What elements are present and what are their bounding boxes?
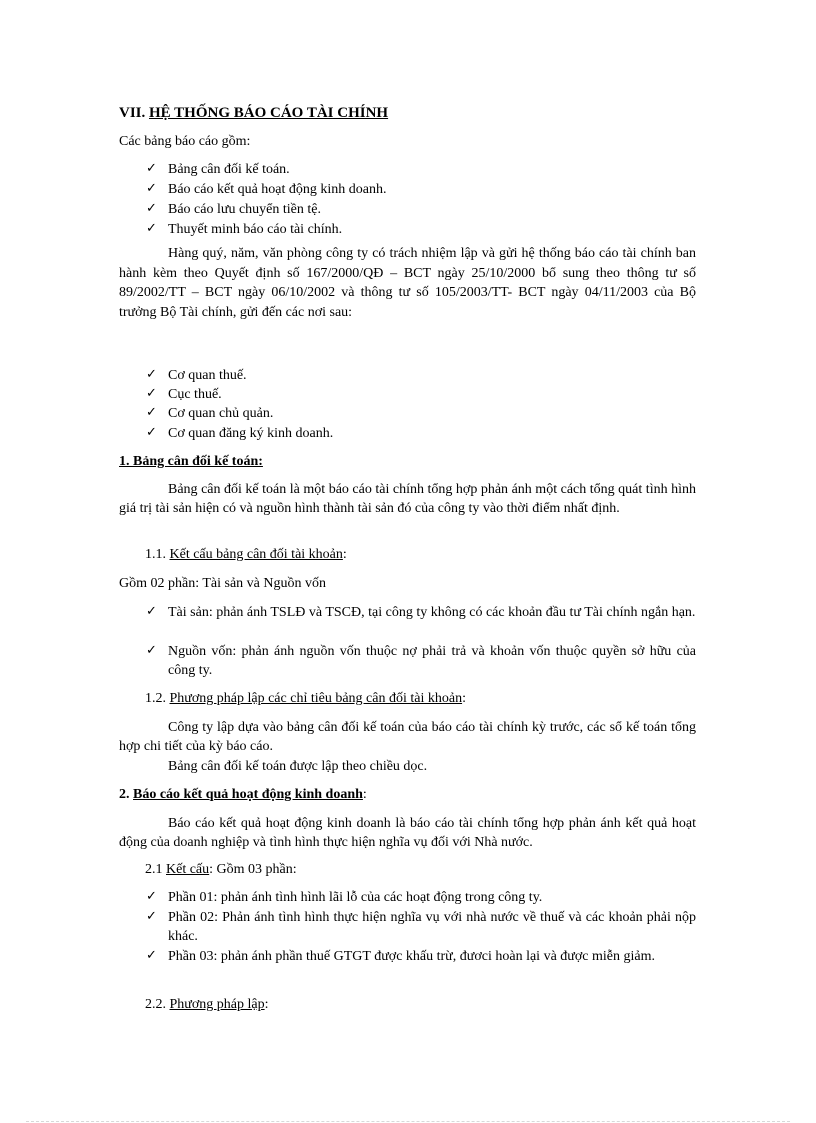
section-number: VII.	[119, 105, 150, 121]
report-item: Bảng cân đối kế toán.	[168, 162, 290, 177]
method-paragraph: Công ty lập dựa vào bảng cân đối kế toán của báo cáo tài chính kỳ trước, các sổ kế toán tổng hợp chi tiết của kỳ báo cáo.	[119, 720, 696, 754]
recipient-item: Cơ quan thuế.	[168, 368, 247, 383]
check-icon: ✓	[146, 367, 157, 382]
subheading-2-2: 2.2. Phương pháp lập:	[145, 997, 269, 1012]
check-icon: ✓	[146, 643, 157, 658]
report-item: Thuyết minh báo cáo tài chính.	[168, 222, 343, 237]
heading-income-statement: 2. Báo cáo kết quả hoạt động kinh doanh:	[119, 787, 367, 802]
check-icon: ✓	[146, 386, 157, 401]
section-title: HỆ THỐNG BÁO CÁO TÀI CHÍNH	[149, 105, 389, 121]
part-item: Phần 03: phản ánh phần thuế GTGT được khấu trừ, đươci hoàn lại và được miễn giảm.	[168, 949, 655, 964]
recipient-item: Cơ quan chủ quản.	[168, 406, 274, 421]
structure-item: Nguồn vốn: phản ánh nguồn vốn thuộc nợ phải trả và khoản vốn thuộc quyền sở hữu của công ty.	[168, 644, 696, 678]
heading-balance-sheet: 1. Bảng cân đối kế toán:	[119, 454, 263, 469]
subheading-1-2: 1.2. Phương pháp lập các chỉ tiêu bảng cân đối tài khoản:	[145, 691, 466, 706]
recipient-item: Cơ quan đăng ký kinh doanh.	[168, 426, 334, 441]
check-icon: ✓	[146, 181, 157, 196]
check-icon: ✓	[146, 909, 157, 924]
method-line: Bảng cân đối kế toán được lập theo chiều dọc.	[168, 759, 428, 774]
check-icon: ✓	[146, 948, 157, 963]
report-item: Báo cáo kết quả hoạt động kinh doanh.	[168, 182, 387, 197]
balance-sheet-paragraph: Bảng cân đối kế toán là một báo cáo tài chính tổng hợp phản ánh một cách tổng quát tình hình giá trị tài sản hiện có và nguồn hình thành tài sản đó của công ty vào thời điểm nhất định.	[119, 482, 696, 516]
recipient-item: Cục thuế.	[168, 387, 222, 402]
subheading-1-1: 1.1. Kết cấu bảng cân đối tài khoản:	[145, 547, 347, 562]
check-icon: ✓	[146, 425, 157, 440]
parts-text: Gồm 02 phần: Tài sản và Nguồn vốn	[119, 576, 326, 591]
income-statement-paragraph: Báo cáo kết quả hoạt động kinh doanh là báo cáo tài chính tổng hợp phản ánh kết quả hoạt động của doanh nghiệp và tình hình thực hiện nghĩa vụ đối với Nhà nước.	[119, 816, 696, 850]
check-icon: ✓	[146, 221, 157, 236]
check-icon: ✓	[146, 604, 157, 619]
submission-paragraph: Hàng quý, năm, văn phòng công ty có trách nhiệm lập và gửi hệ thống báo cáo tài chính ban hành kèm theo Quyết định số 167/2000/QĐ – BCT ngày 25/10/2000 bổ sung theo thông tư số 89/2002/TT – BCT ngày 06/10/2002 và thông tư số 105/2003/TT- BCT ngày 04/11/2003 của Bộ trưởng Bộ Tài chính, gửi đến các nơi sau:	[119, 246, 696, 320]
intro-text: Các bảng báo cáo gồm:	[119, 134, 251, 149]
part-item: Phần 01: phản ánh tình hình lãi lỗ của các hoạt động trong công ty.	[168, 890, 543, 905]
page-bottom-divider	[26, 1121, 790, 1122]
subheading-2-1: 2.1 Kết cấu: Gồm 03 phần:	[145, 862, 297, 877]
section-heading	[119, 104, 388, 122]
part-item: Phần 02: Phản ánh tình hình thực hiện nghĩa vụ với nhà nước về thuế và các khoản phải nộp khác.	[168, 910, 696, 944]
report-item: Báo cáo lưu chuyển tiền tệ.	[168, 202, 321, 217]
check-icon: ✓	[146, 889, 157, 904]
check-icon: ✓	[146, 161, 157, 176]
check-icon: ✓	[146, 201, 157, 216]
structure-item: Tài sản: phản ánh TSLĐ và TSCĐ, tại công ty không có các khoản đầu tư Tài chính ngắn hạn.	[168, 605, 696, 620]
check-icon: ✓	[146, 405, 157, 420]
